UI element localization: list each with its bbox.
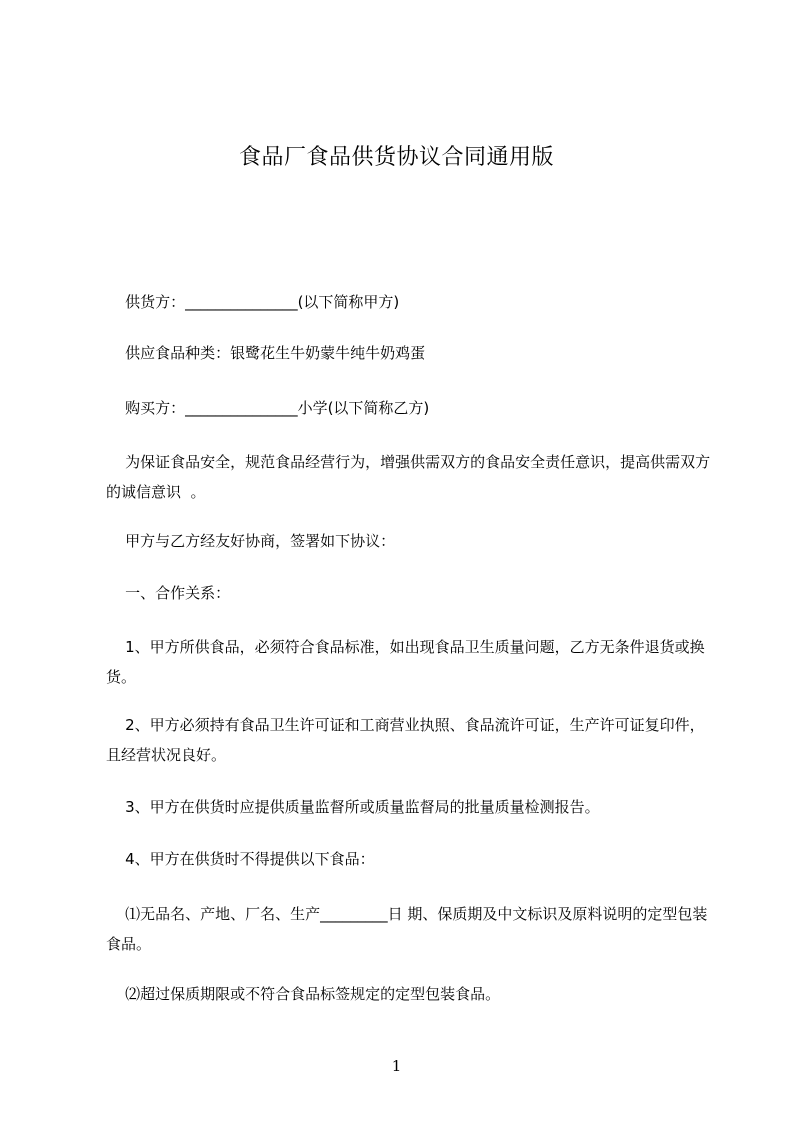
clause-4-item-2: ⑵超过保质期限或不符合食品标签规定的定型包装食品。 [106, 985, 501, 1003]
clause-1: 1、甲方所供食品，必须符合食品标准，如出现食品卫生质量问题，乙方无条件退货或换货。 [106, 638, 705, 686]
paragraph-buyer: 购买方：_______________小学(以下简称乙方) [106, 399, 430, 417]
clause-2: 2、甲方必须持有食品卫生许可证和工商营业执照、食品流许可证，生产许可证复印件，且经营状况良好。 [106, 716, 705, 764]
clause-4: 4、甲方在供货时不得提供以下食品： [106, 850, 375, 868]
document-title: 食品厂食品供货协议合同通用版 [238, 145, 554, 170]
paragraph-supplier: 供货方：_______________(以下简称甲方) [106, 293, 400, 311]
page-number: 1 [391, 1057, 402, 1075]
paragraph-food-types: 供应食品种类：银鹭花生牛奶蒙牛纯牛奶鸡蛋 [106, 344, 426, 362]
section-heading-cooperation: 一、合作关系： [106, 584, 231, 602]
clause-3: 3、甲方在供货时应提供质量监督所或质量监督局的批量质量检测报告。 [106, 798, 600, 816]
paragraph-purpose: 为保证食品安全，规范食品经营行为，增强供需双方的食品安全责任意识，提高供需双方的诚信意识 。 [106, 453, 711, 501]
paragraph-agreement: 甲方与乙方经友好协商，签署如下协议： [106, 532, 396, 550]
clause-4-item-1: ⑴无品名、产地、厂名、生产_________日 期、保质期及中文标识及原料说明的定型包装食品。 [106, 905, 708, 953]
